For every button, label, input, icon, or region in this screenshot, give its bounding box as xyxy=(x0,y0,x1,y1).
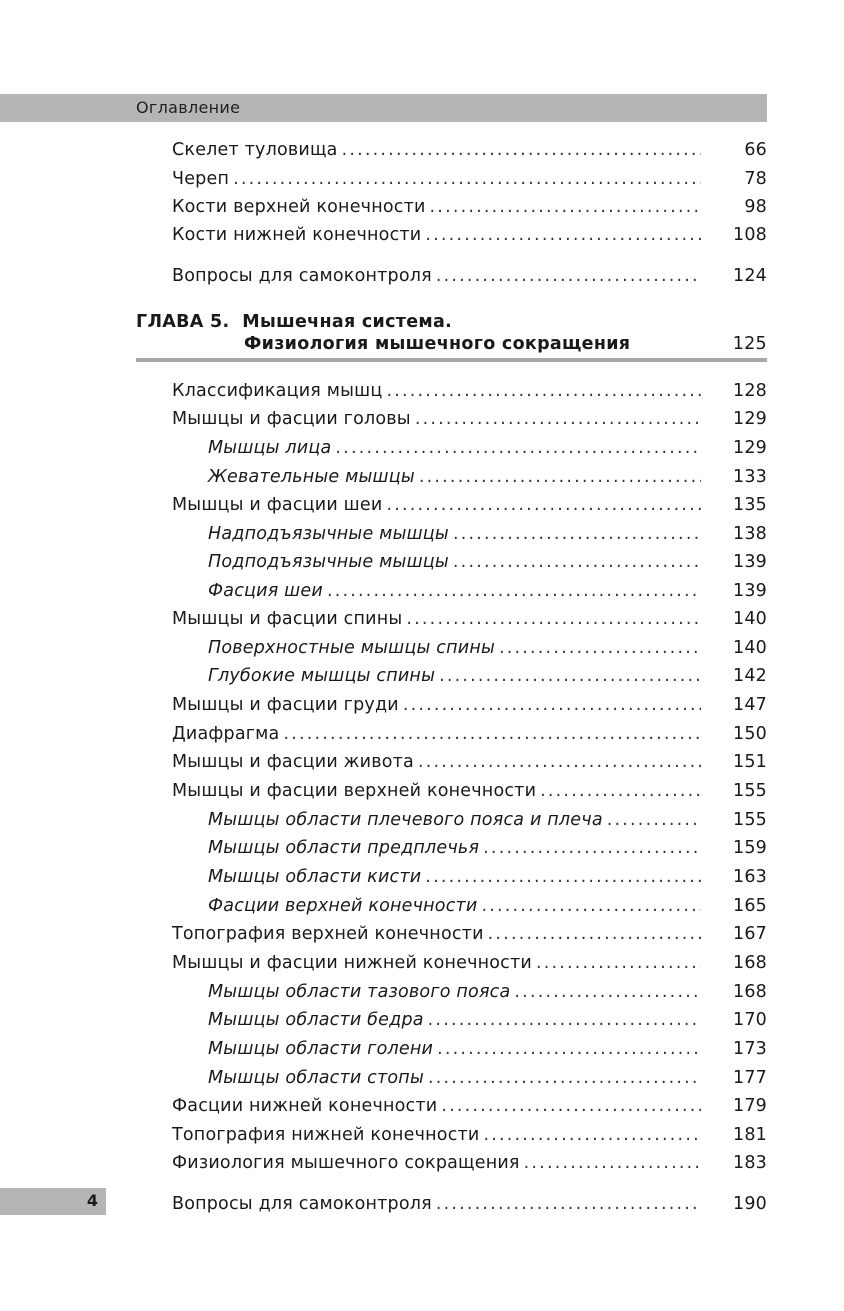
toc-entry[interactable]: Мышцы и фасции верхней конечности ..... 155 xyxy=(172,781,767,807)
toc-entry-questions[interactable]: Вопросы для самоконтроля ..... 190 xyxy=(172,1194,767,1220)
toc-subentry[interactable]: Фасции верхней конечности ..... 165 xyxy=(208,896,767,922)
toc-subentry[interactable]: Фасция шеи ..... 139 xyxy=(208,581,767,607)
toc-subentry[interactable]: Мышцы лица ..... 129 xyxy=(208,438,767,464)
toc-entry[interactable]: Скелет туловища ..... 66 xyxy=(172,140,767,166)
toc-entry[interactable]: Классификация мышц ..... 128 xyxy=(172,381,767,407)
chapter-page: 125 xyxy=(732,334,767,354)
running-header-title: Оглавление xyxy=(136,98,241,117)
chapter-divider xyxy=(136,358,767,362)
toc-entry[interactable]: Мышцы и фасции шеи ..... 135 xyxy=(172,495,767,521)
toc-entry[interactable]: Кости верхней конечности ..... 98 xyxy=(172,197,767,223)
toc-subentry[interactable]: Мышцы области предплечья ..... 159 xyxy=(208,838,767,864)
toc-subentry[interactable]: Мышцы области голени ..... 173 xyxy=(208,1039,767,1065)
toc-entry[interactable]: Череп ..... 78 xyxy=(172,169,767,195)
toc-entry[interactable]: Мышцы и фасции груди ..... 147 xyxy=(172,695,767,721)
toc-entry[interactable]: Диафрагма ..... 150 xyxy=(172,724,767,750)
toc-entry[interactable]: Физиология мышечного сокращения ..... 183 xyxy=(172,1153,767,1179)
header-band xyxy=(0,94,767,122)
toc-subentry[interactable]: Мышцы области бедра ..... 170 xyxy=(208,1010,767,1036)
toc-subentry[interactable]: Мышцы области кисти ..... 163 xyxy=(208,867,767,893)
toc-subentry[interactable]: Жевательные мышцы ..... 133 xyxy=(208,467,767,493)
toc-entry[interactable]: Кости нижней конечности ..... 108 xyxy=(172,225,767,251)
toc-entry[interactable]: Топография нижней конечности ..... 181 xyxy=(172,1125,767,1151)
toc-entry[interactable]: Мышцы и фасции спины ..... 140 xyxy=(172,609,767,635)
chapter-title-line1: Мышечная система. xyxy=(242,312,453,332)
toc-subentry[interactable]: Мышцы области стопы ..... 177 xyxy=(208,1068,767,1094)
page-number: 4 xyxy=(86,1191,98,1210)
chapter-title-line2: Физиология мышечного сокращения xyxy=(244,334,631,354)
page-number-tab xyxy=(0,1188,106,1215)
toc-entry[interactable]: Мышцы и фасции нижней конечности ..... 168 xyxy=(172,953,767,979)
chapter-number: ГЛАВА 5. xyxy=(136,312,230,332)
toc-entry[interactable]: Фасции нижней конечности ..... 179 xyxy=(172,1096,767,1122)
toc-entry[interactable]: Топография верхней конечности ..... 167 xyxy=(172,924,767,950)
toc-entry[interactable]: Мышцы и фасции головы ..... 129 xyxy=(172,409,767,435)
toc-entry-questions[interactable]: Вопросы для самоконтроля ..... 124 xyxy=(172,266,767,292)
toc-entry[interactable]: Мышцы и фасции живота ..... 151 xyxy=(172,752,767,778)
toc-subentry[interactable]: Глубокие мышцы спины ..... 142 xyxy=(208,666,767,692)
toc-subentry[interactable]: Мышцы области плечевого пояса и плеча ..... 155 xyxy=(208,810,767,836)
toc-subentry[interactable]: Мышцы области тазового пояса ..... 168 xyxy=(208,982,767,1008)
toc-subentry[interactable]: Поверхностные мышцы спины ..... 140 xyxy=(208,638,767,664)
toc-subentry[interactable]: Подподъязычные мышцы ..... 139 xyxy=(208,552,767,578)
toc-subentry[interactable]: Надподъязычные мышцы ..... 138 xyxy=(208,524,767,550)
